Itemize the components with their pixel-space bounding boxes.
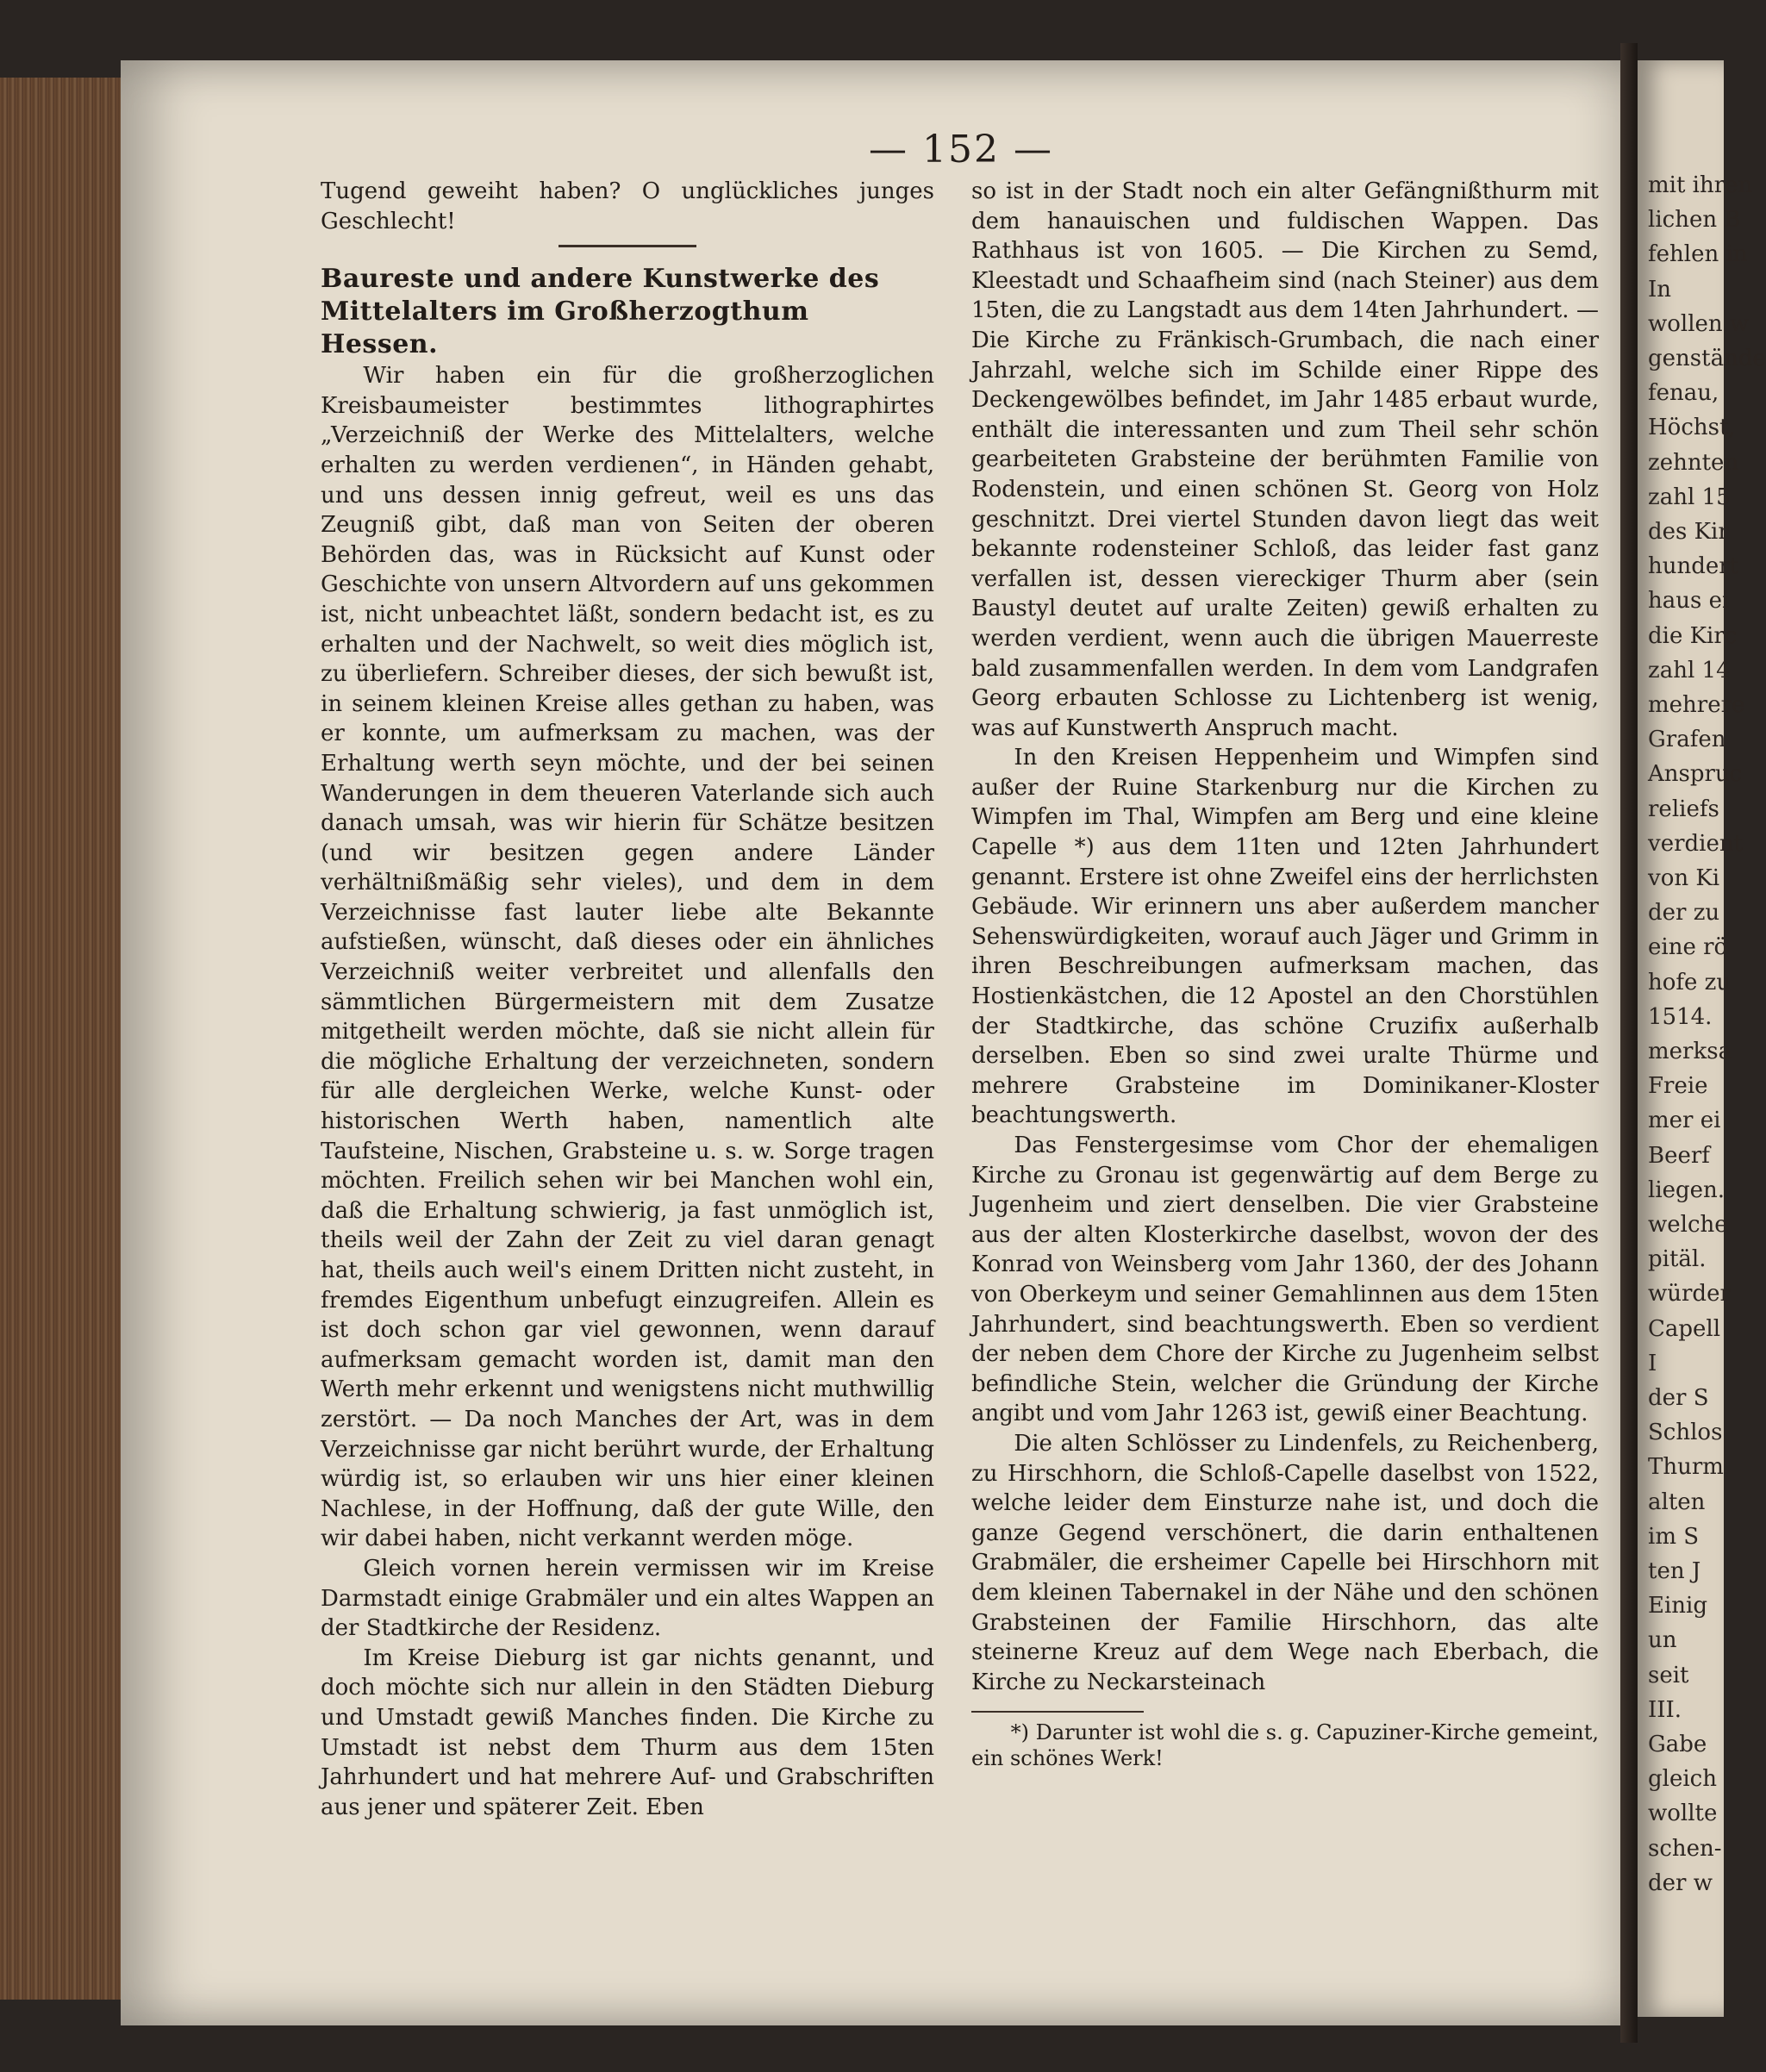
adjacent-page-text: wollen w [1648,310,1750,337]
adjacent-page-text: eine rö [1648,934,1728,961]
adjacent-page-text: der w [1648,1869,1713,1896]
adjacent-page-text: würder [1648,1281,1731,1307]
adjacent-page-text: Anspruc [1648,761,1743,788]
adjacent-page-text: zehnten [1648,449,1739,476]
adjacent-page-text: welche [1648,1212,1728,1238]
adjacent-page-fragment [1638,60,1766,2017]
page-number: — 152 — [869,128,1053,172]
adjacent-page-text: des Kir [1648,519,1729,545]
adjacent-page-text: Thurm [1648,1454,1724,1481]
adjacent-page-text: zahl 15 [1648,484,1731,510]
adjacent-page-text: haus ei [1648,588,1730,615]
adjacent-page-text: hofe zu [1648,969,1732,995]
adjacent-page-text: seit [1648,1662,1689,1688]
adjacent-page-text: reliefs [1648,796,1719,822]
adjacent-page-text: fenau, [1648,380,1719,407]
adjacent-page-text: Schlos [1648,1420,1723,1446]
adjacent-page-text: 1514. [1648,1003,1713,1030]
adjacent-page-text: ten J [1648,1558,1701,1584]
paragraph: Das Fenstergesimse vom Chor der ehemaligen Kirche zu Gronau ist gegenwärtig auf dem Berge zu Jugenheim und ziert denselben. Die vier Grabsteine aus der alten Klosterkirche daselbst, wovon der des Konrad von Weinsberg vom Jahr 1360, der des Johann von Oberkeym und seiner Gemahlinnen aus dem 15ten Jahrhundert, sind beachtungswerth. Eben so verdient der neben dem Chore der Kirche zu Jugenheim selbst befindliche Stein, welcher die Gründung der Kirche angibt und vom Jahr 1263 ist, gewiß einer Beachtung. [971,1133,1599,1427]
adjacent-page-text: gleich [1648,1766,1717,1793]
paragraph: Im Kreise Dieburg ist gar nichts genannt, und doch möchte sich nur allein in den Städten Dieburg und Umstadt gewiß Manches finden. Die Kirche zu Umstadt ist nebst dem Thurm aus dem 15ten Jahrhundert und hat mehrere Auf- und Grabschriften aus jener und späterer Zeit. Eben [321,1644,934,1820]
adjacent-page-text: wollte [1648,1801,1718,1827]
adjacent-page-text: III. [1648,1696,1682,1723]
adjacent-page-text: Grafen [1648,727,1726,753]
adjacent-page-text: von Ki [1648,865,1720,891]
adjacent-page-text: mit ihren [1648,172,1753,198]
right-column [971,177,1599,1771]
paragraph: In den Kreisen Heppenheim und Wimpfen sind außer der Ruine Starkenburg nur die Kirchen zu Wimpfen im Thal, Wimpfen am Berg und eine kleine Capelle *) aus dem 11ten und 12ten Jahrhundert genannt. Erstere ist ohne Zweifel eins der herrlichsten Gebäude. Wir erinnern uns aber außerdem mancher Sehenswürdigkeiten, worauf auch Jäger und Grimm in ihren Beschreibungen aufmerksam machen, das Hostienkästchen, die 12 Apostel an den Chorstühlen der Stadtkirche, das schöne Cruzifix außerhalb derselben. Eben so sind zwei uralte Thürme und mehrere Grabsteine im Dominikaner-Kloster beachtungswerth. [971,745,1599,1129]
adjacent-page-text: Einig [1648,1593,1707,1620]
adjacent-page-text: mehrere [1648,692,1745,718]
adjacent-page-text: im S [1648,1523,1700,1550]
adjacent-page-text: Capell [1648,1315,1721,1342]
adjacent-page-text: zahl 14 [1648,657,1731,683]
adjacent-page-text: der S [1648,1385,1709,1411]
adjacent-page-text: merksa [1648,1039,1732,1064]
paragraph: Die alten Schlösser zu Lindenfels, zu Reichenberg, zu Hirschhorn, die Schloß-Capelle daselbst von 1522, welche leider dem Einsturze nahe ist, und doch die ganze Gegend verschönert, die darin enthaltenen Grabmäler, die ersheimer Capelle bei Hirschhorn mit dem kleinen Tabernakel in der Nähe und den schönen Grabsteinen der Familie Hirschhorn, das alte steinerne Kreuz auf dem Wege nach Eberbach, die Kirche zu Neckarsteinach [971,1430,1599,1695]
adjacent-page-text: Freie [1648,1073,1708,1100]
section-divider [559,245,696,247]
adjacent-page-text: lichen B [1648,207,1741,234]
intro-text: Tugend geweiht haben? O unglückliches junges Geschlecht! [321,178,934,234]
article-heading: Baureste und andere Kunstwerke des Mittelalters im Großherzogthum Hessen. [321,264,880,360]
adjacent-page-text: hundert [1648,553,1739,580]
adjacent-page-text: In [1648,276,1672,303]
footnote-divider [971,1711,1144,1713]
paragraph: Wir haben ein für die großherzoglichen Kreisbaumeister bestimmtes lithographirtes „Verzeichniß der Werke des Mittelalters, welche erhalten zu werden verdienen“, in Händen gehabt, und uns dessen innig gefreut, weil es uns das Zeugniß gibt, daß man von Seiten der oberen Behörden das, was in Rücksicht auf Kunst oder Geschichte von unsern Altvordern auf uns gekommen ist, nicht unbeachtet läßt, sondern bedacht ist, es zu erhalten und der Nachwelt, so weit dies möglich ist, zu überliefern. Schreiber dieses, der sich bewußt ist, in seinem kleinen Kreise alles gethan zu haben, was er konnte, um aufmerksam zu machen, was der Erhaltung werth seyn möchte, und der bei seinen Wanderungen in dem theueren Vaterlande sich auch danach umsah, was wir hierin für Schätze besitzen (und wir besitzen gegen andere Länder verhältnißmäßig sehr vieles), und dem in dem Verzeichnisse fast lauter liebe alte Bekannte aufstießen, wünscht, daß dieses oder ein ähnliches Verzeichniß weiter verbreitet und allenfalls den sämmtlichen Bürgermeistern mit dem Zusatze mitgetheilt werden möchte, daß sie nicht allein für die mögliche Erhaltung der verzeichneten, sondern für alle dergleichen Werke, welche Kunst- oder historischen Werth haben, namentlich alte Taufsteine, Nischen, Grabsteine u. s. w. Sorge tragen möchten. Freilich sehen wir bei Manchen wohl ein, daß die Erhaltung schwierig, ja fast unmöglich ist, theils weil der Zahn der Zeit zu viel daran genagt hat, theils auch weil's einem Dritten nicht zusteht, in fremdes Eigenthum unbefugt einzugreifen. Allein es ist doch schon gar viel gewonnen, wenn darauf aufmerksam gemacht worden ist, damit man den Werth mehr erkennt und wenigstens nicht muthwillig zerstört. — Da noch Manches der Art, was in dem Verzeichnisse gar nicht berührt wurde, der Erhaltung würdig ist, so erlauben wir uns hier einer kleinen Nachlese, in der Hoffnung, daß der gute Wille, den wir dabei haben, nicht verkannt werden möge. [321,363,934,1552]
adjacent-page-text: fehlen in [1648,241,1748,268]
adjacent-page-text: Höchst, [1648,415,1736,441]
adjacent-page-text: die Kirc [1648,622,1738,649]
adjacent-page-text: verdient [1648,830,1744,857]
adjacent-page-text: schen- [1648,1835,1722,1862]
adjacent-page-text: Gabe [1648,1732,1707,1757]
adjacent-page-text: mer ei [1648,1108,1721,1134]
adjacent-page-text: Beerf [1648,1142,1710,1169]
adjacent-page-text: pitäl. [1648,1246,1707,1273]
footnote: *) Darunter ist wohl die s. g. Capuziner-Kirche gemeint, ein schönes Werk! [971,1720,1599,1771]
adjacent-page-text: un [1648,1627,1677,1654]
book-gutter [1620,43,1638,2043]
adjacent-page-text: alten [1648,1488,1706,1515]
paragraph: Gleich vornen herein vermissen wir im Kreise Darmstadt einige Grabmäler und ein altes Wappen an der Stadtkirche der Residenz. [321,1555,934,1642]
left-column [321,177,934,1822]
adjacent-page-text: der zu [1648,900,1720,927]
adjacent-page-text: genstände [1648,346,1766,371]
book-page-edges [0,78,129,2000]
adjacent-page-text: liegen. [1648,1176,1725,1203]
paragraph: so ist in der Stadt noch ein alter Gefängnißthurm mit dem hanauischen und fuldischen Wappen. Das Rathhaus ist von 1605. — Die Kirchen zu Semd, Kleestadt und Schaafheim sind (nach Steiner) aus dem 15ten, die zu Langstadt aus dem 14ten Jahrhundert. — Die Kirche zu Fränkisch-Grumbach, die nach einer Jahrzahl, welche sich im Schilde einer Rippe des Deckengewölbes befindet, im Jahr 1485 erbaut wurde, enthält die interessanten und zum Theil sehr schön gearbeiteten Grabsteine der berühmten Familie von Rodenstein, und einen schönen St. Georg von Holz geschnitzt. Drei viertel Stunden davon liegt das weit bekannte rodensteiner Schloß, das leider fast ganz verfallen ist, dessen viereckiger Thurm aber (sein Baustyl deutet auf uralte Zeiten) gewiß erhalten zu werden verdient, wenn auch die übrigen Mauerreste bald zusammenfallen werden. In dem vom Landgrafen Georg erbauten Schlosse zu Lichtenberg ist wenig, was auf Kunstwerth Anspruch macht. [971,178,1599,741]
adjacent-page-text: I [1648,1350,1657,1376]
